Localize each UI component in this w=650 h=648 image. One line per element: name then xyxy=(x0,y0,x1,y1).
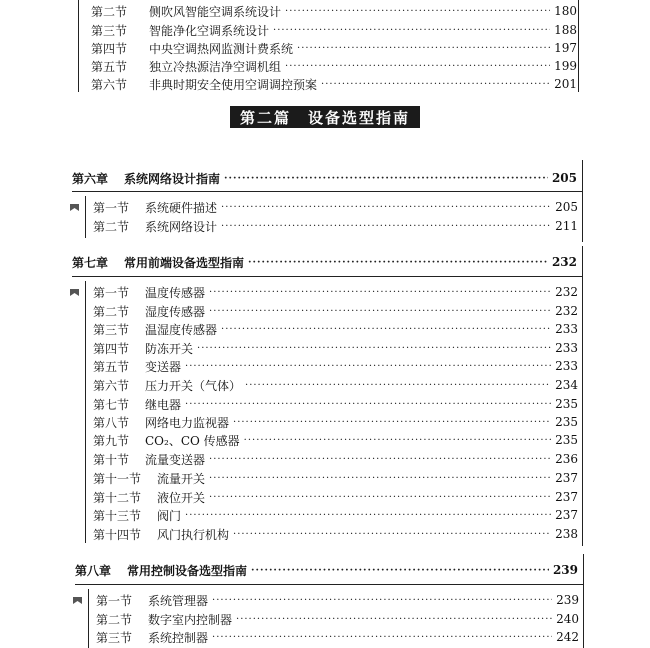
right-bracket-bar-top xyxy=(578,0,579,92)
leader-dots xyxy=(245,380,551,391)
section-number: 第四节 xyxy=(93,341,130,356)
leader-dots xyxy=(197,343,551,354)
chapter-number: 第六章 xyxy=(72,171,109,186)
page-number: 240 xyxy=(556,612,579,626)
section-title: 网络电力监视器 xyxy=(145,415,230,430)
section-title: 湿度传感器 xyxy=(145,304,206,319)
chapter-rule xyxy=(72,191,582,192)
chapter-bar-right xyxy=(582,246,583,546)
toc-entry[interactable] xyxy=(93,357,578,375)
part-title: 第二篇 设备选型指南 xyxy=(230,106,420,128)
page-number: 205 xyxy=(551,171,577,185)
page-number: 239 xyxy=(552,563,578,577)
chapter-number: 第八章 xyxy=(75,563,112,578)
section-title: 温湿度传感器 xyxy=(145,322,218,337)
toc-entry[interactable] xyxy=(93,302,578,320)
chapter-title: 常用前端设备选型指南 xyxy=(124,255,245,270)
section-number: 第十四节 xyxy=(93,527,142,542)
toc-entry[interactable] xyxy=(93,198,578,216)
section-title: 温度传感器 xyxy=(145,285,206,300)
leader-dots xyxy=(273,25,550,36)
section-title: 系统控制器 xyxy=(148,630,209,645)
section-title: 防冻开关 xyxy=(145,341,194,356)
page-number: 211 xyxy=(555,219,578,233)
section-number: 第二节 xyxy=(91,4,128,19)
page-number: 232 xyxy=(551,255,577,269)
section-number: 第九节 xyxy=(93,433,130,448)
page-number: 232 xyxy=(555,304,578,318)
leader-dots xyxy=(236,614,552,625)
toc-entry[interactable] xyxy=(93,450,578,468)
section-number: 第三节 xyxy=(91,23,128,38)
section-number: 第一节 xyxy=(93,200,130,215)
toc-entry[interactable] xyxy=(96,628,579,646)
section-number: 第三节 xyxy=(93,322,130,337)
section-title: 侧吹风智能空调系统设计 xyxy=(149,4,282,19)
toc-entry[interactable] xyxy=(93,217,578,235)
toc-entry[interactable] xyxy=(93,469,578,487)
section-title: 变送器 xyxy=(145,359,182,374)
chapter-heading[interactable] xyxy=(75,561,578,579)
page-number: 205 xyxy=(555,200,578,214)
leader-dots xyxy=(185,510,551,521)
leader-dots xyxy=(221,202,551,213)
toc-entry[interactable] xyxy=(93,431,578,449)
toc-entry[interactable] xyxy=(91,39,577,57)
toc-entry[interactable] xyxy=(93,488,578,506)
leader-dots xyxy=(185,361,551,372)
section-title: 阀门 xyxy=(157,508,182,523)
toc-entry[interactable] xyxy=(93,525,578,543)
chapter-number: 第七章 xyxy=(72,255,109,270)
leader-dots xyxy=(212,595,552,606)
leader-dots xyxy=(285,6,550,17)
section-number: 第十一节 xyxy=(93,471,142,486)
section-number: 第十二节 xyxy=(93,490,142,505)
section-number: 第六节 xyxy=(93,378,130,393)
leader-dots xyxy=(221,324,551,335)
toc-entry[interactable] xyxy=(93,506,578,524)
page-number: 233 xyxy=(555,341,578,355)
section-title: 非典时期安全使用空调调控预案 xyxy=(149,77,318,92)
leader-dots xyxy=(185,399,551,410)
section-title: 压力开关（气体） xyxy=(145,378,242,393)
section-title: 系统硬件描述 xyxy=(145,200,218,215)
page-number: 234 xyxy=(555,378,578,392)
page-number: 237 xyxy=(555,471,578,485)
top-bracket-bar xyxy=(78,0,79,92)
chapter-title: 系统网络设计指南 xyxy=(124,171,221,186)
bookmark-icon xyxy=(73,597,82,604)
page-number: 188 xyxy=(554,23,577,37)
bookmark-icon xyxy=(70,204,79,211)
section-number: 第一节 xyxy=(93,285,130,300)
leader-dots xyxy=(233,529,551,540)
section-number: 第四节 xyxy=(91,41,128,56)
toc-entry[interactable] xyxy=(91,75,577,93)
toc-entry[interactable] xyxy=(91,2,577,20)
section-number: 第二节 xyxy=(93,304,130,319)
section-title: 流量开关 xyxy=(157,471,206,486)
chapter-rule xyxy=(75,584,583,585)
toc-entry[interactable] xyxy=(93,339,578,357)
chapter-bar-right xyxy=(582,160,583,242)
page-number: 237 xyxy=(555,508,578,522)
leader-dots xyxy=(209,473,551,484)
page-number: 235 xyxy=(555,397,578,411)
leader-dots xyxy=(209,306,551,317)
section-title: 中央空调热网监测计费系统 xyxy=(149,41,294,56)
leader-dots xyxy=(251,565,549,576)
page-number: 235 xyxy=(555,433,578,447)
leader-dots xyxy=(321,79,550,90)
section-title: CO₂、CO 传感器 xyxy=(145,433,240,448)
section-number: 第十节 xyxy=(93,452,130,467)
chapter-bar-right xyxy=(583,554,584,648)
leader-dots xyxy=(209,492,551,503)
chapter-heading[interactable] xyxy=(72,169,577,187)
section-title: 数字室内控制器 xyxy=(148,612,233,627)
toc-entry[interactable] xyxy=(93,413,578,431)
leader-dots xyxy=(285,61,550,72)
leader-dots xyxy=(297,43,550,54)
section-title: 系统管理器 xyxy=(148,593,209,608)
section-number: 第六节 xyxy=(91,77,128,92)
leader-dots xyxy=(221,221,551,232)
leader-dots xyxy=(209,287,551,298)
page-number: 242 xyxy=(556,630,579,644)
section-number: 第三节 xyxy=(96,630,133,645)
toc-entry[interactable] xyxy=(96,610,579,628)
toc-entry[interactable] xyxy=(93,320,578,338)
page-number: 235 xyxy=(555,415,578,429)
section-title: 风门执行机构 xyxy=(157,527,230,542)
toc-entry[interactable] xyxy=(93,283,578,301)
bookmark-icon xyxy=(70,289,79,296)
leader-dots xyxy=(233,417,551,428)
section-number: 第五节 xyxy=(91,59,128,74)
section-title: 流量变送器 xyxy=(145,452,206,467)
section-number: 第七节 xyxy=(93,397,130,412)
chapter-bar-left xyxy=(85,196,86,238)
section-title: 系统网络设计 xyxy=(145,219,218,234)
leader-dots xyxy=(224,173,548,184)
section-title: 液位开关 xyxy=(157,490,206,505)
chapter-bar-left xyxy=(88,589,89,648)
chapter-bar-left xyxy=(85,281,86,543)
leader-dots xyxy=(209,454,551,465)
chapter-title: 常用控制设备选型指南 xyxy=(127,563,248,578)
page-number: 236 xyxy=(555,452,578,466)
page-number: 201 xyxy=(554,77,577,91)
page-number: 238 xyxy=(555,527,578,541)
page-number: 180 xyxy=(554,4,577,18)
section-number: 第一节 xyxy=(96,593,133,608)
toc-entry[interactable] xyxy=(96,591,579,609)
section-number: 第二节 xyxy=(93,219,130,234)
page-number: 233 xyxy=(555,359,578,373)
toc-entry[interactable] xyxy=(93,395,578,413)
page-number: 232 xyxy=(555,285,578,299)
section-number: 第五节 xyxy=(93,359,130,374)
page-number: 233 xyxy=(555,322,578,336)
page-number: 199 xyxy=(554,59,577,73)
leader-dots xyxy=(244,435,551,446)
section-title: 智能净化空调系统设计 xyxy=(149,23,270,38)
section-number: 第十三节 xyxy=(93,508,142,523)
page-number: 197 xyxy=(554,41,577,55)
section-title: 继电器 xyxy=(145,397,182,412)
section-number: 第八节 xyxy=(93,415,130,430)
chapter-rule xyxy=(72,276,582,277)
page-number: 237 xyxy=(555,490,578,504)
toc-entry[interactable] xyxy=(91,57,577,75)
page-number: 239 xyxy=(556,593,579,607)
section-title: 独立冷热源洁净空调机组 xyxy=(149,59,282,74)
chapter-heading[interactable] xyxy=(72,253,577,271)
toc-entry[interactable] xyxy=(91,21,577,39)
leader-dots xyxy=(212,632,552,643)
leader-dots xyxy=(248,257,548,268)
section-number: 第二节 xyxy=(96,612,133,627)
toc-entry[interactable] xyxy=(93,376,578,394)
